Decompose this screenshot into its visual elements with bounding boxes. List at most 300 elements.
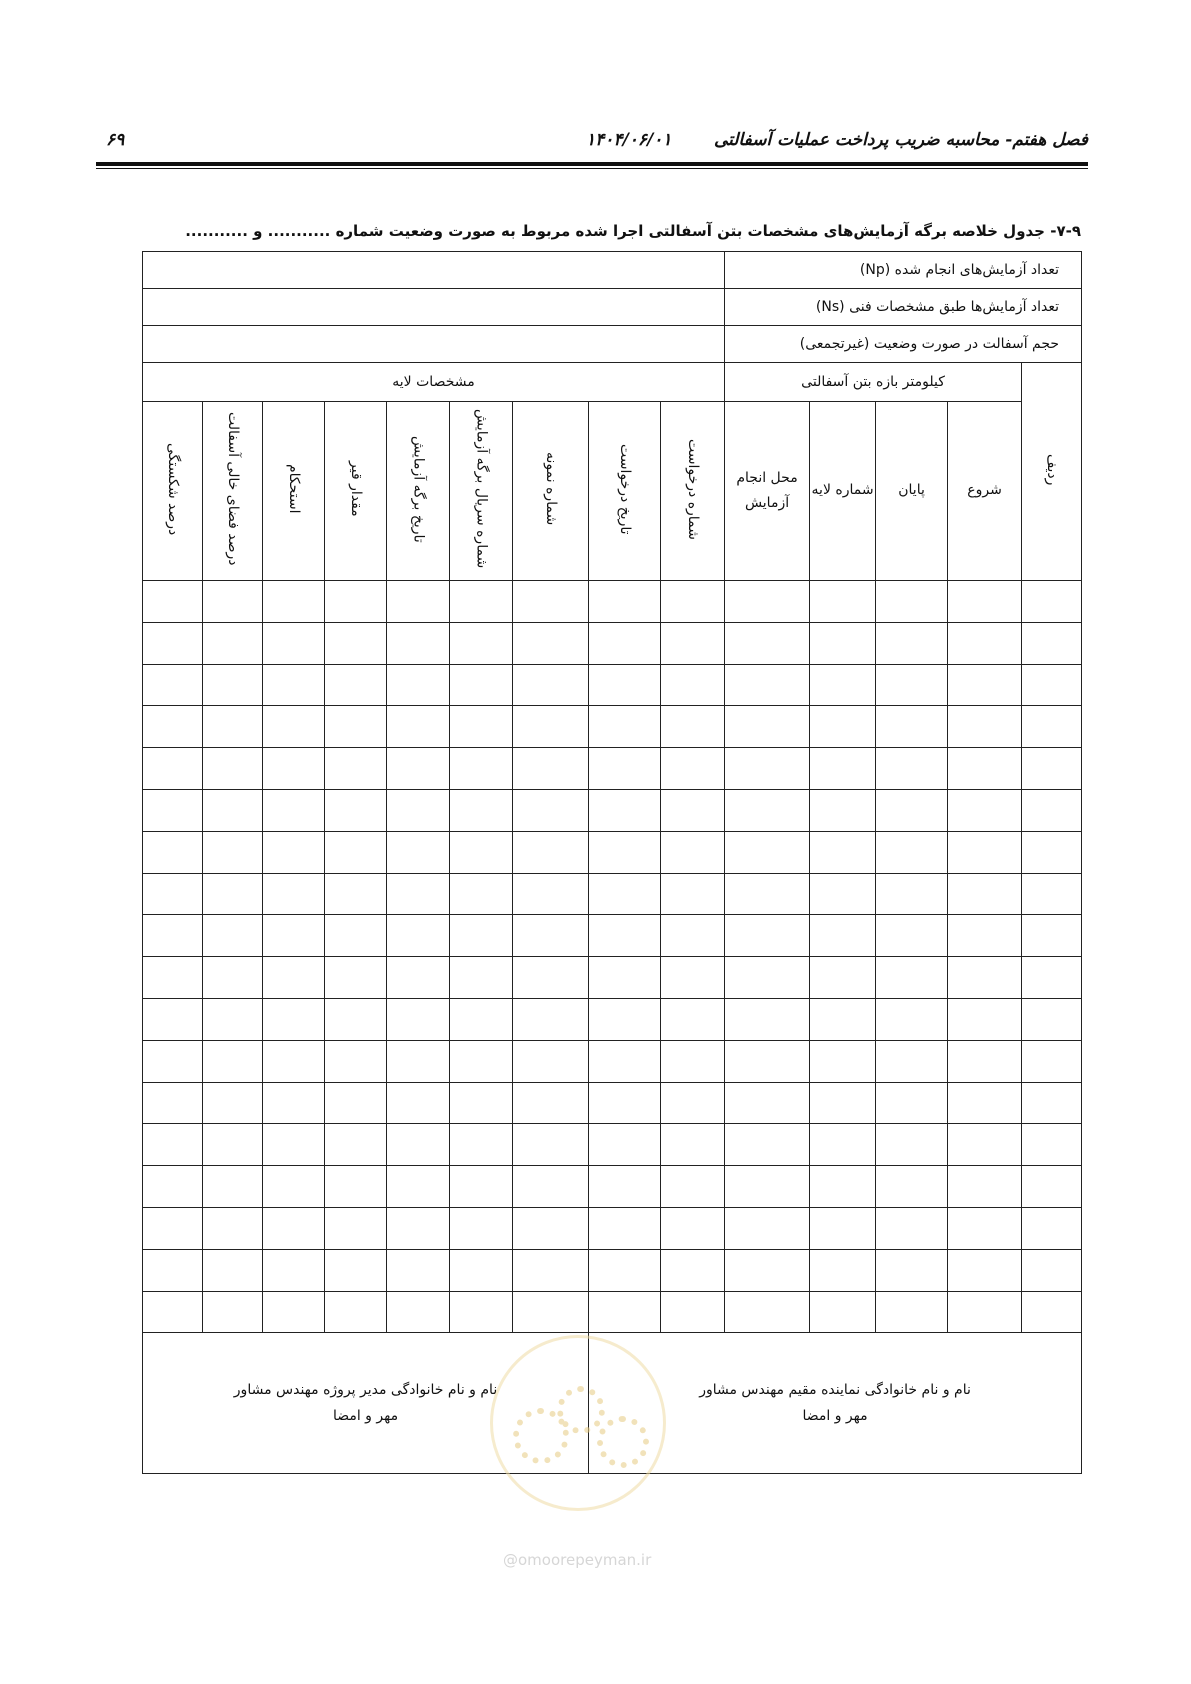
table-cell[interactable] — [948, 789, 1022, 831]
table-cell[interactable] — [450, 1040, 513, 1082]
table-cell[interactable] — [387, 831, 450, 873]
table-cell[interactable] — [263, 873, 325, 915]
table-cell[interactable] — [810, 1249, 876, 1291]
table-cell[interactable] — [263, 789, 325, 831]
table-cell[interactable] — [203, 957, 263, 999]
table-cell[interactable] — [948, 1124, 1022, 1166]
table-cell[interactable] — [450, 706, 513, 748]
table-cell[interactable] — [143, 1249, 203, 1291]
table-cell[interactable] — [263, 1207, 325, 1249]
table-cell[interactable] — [325, 1249, 387, 1291]
table-cell[interactable] — [203, 789, 263, 831]
info-value[interactable] — [143, 289, 725, 326]
watermark-text: @omoorepeyman.ir — [503, 1551, 652, 1569]
table-cell[interactable] — [876, 1124, 948, 1166]
table-cell[interactable] — [589, 998, 661, 1040]
table-cell[interactable] — [661, 1291, 725, 1333]
table-cell[interactable] — [263, 1166, 325, 1208]
table-cell[interactable] — [203, 1249, 263, 1291]
col-layer-no: شماره لایه — [810, 402, 876, 581]
table-cell[interactable] — [203, 706, 263, 748]
info-row — [143, 289, 1082, 326]
table-cell[interactable] — [203, 1040, 263, 1082]
table-cell[interactable] — [1022, 622, 1082, 664]
table-cell[interactable] — [589, 664, 661, 706]
table-cell[interactable] — [203, 1291, 263, 1333]
table-cell[interactable] — [387, 1166, 450, 1208]
table-cell[interactable] — [948, 1291, 1022, 1333]
table-cell[interactable] — [450, 581, 513, 623]
table-cell[interactable] — [325, 581, 387, 623]
table-cell[interactable] — [387, 581, 450, 623]
table-cell[interactable] — [513, 1207, 589, 1249]
table-cell[interactable] — [661, 1166, 725, 1208]
table-cell[interactable] — [450, 748, 513, 790]
table-cell[interactable] — [450, 873, 513, 915]
table-cell[interactable] — [810, 748, 876, 790]
table-cell[interactable] — [143, 998, 203, 1040]
table-cell[interactable] — [203, 998, 263, 1040]
table-cell[interactable] — [589, 1124, 661, 1166]
table-cell[interactable] — [725, 789, 810, 831]
table-cell[interactable] — [810, 831, 876, 873]
table-cell[interactable] — [661, 831, 725, 873]
table-cell[interactable] — [725, 748, 810, 790]
table-cell[interactable] — [876, 1207, 948, 1249]
table-cell[interactable] — [589, 873, 661, 915]
table-cell[interactable] — [876, 664, 948, 706]
table-cell[interactable] — [1022, 664, 1082, 706]
table-cell[interactable] — [143, 831, 203, 873]
table-cell[interactable] — [948, 581, 1022, 623]
table-cell[interactable] — [1022, 1124, 1082, 1166]
table-row — [143, 998, 1082, 1040]
table-cell[interactable] — [387, 998, 450, 1040]
table-cell[interactable] — [387, 873, 450, 915]
table-cell[interactable] — [203, 664, 263, 706]
table-cell[interactable] — [263, 581, 325, 623]
table-cell[interactable] — [876, 1166, 948, 1208]
resident-signature-label: نام و نام خانوادگی نماینده مقیم مهندس مشاور — [699, 1381, 971, 1398]
table-cell[interactable] — [725, 915, 810, 957]
table-cell[interactable] — [263, 748, 325, 790]
table-cell[interactable] — [143, 664, 203, 706]
table-cell[interactable] — [948, 748, 1022, 790]
table-row — [143, 664, 1082, 706]
table-cell[interactable] — [948, 1249, 1022, 1291]
table-cell[interactable] — [325, 789, 387, 831]
table-cell[interactable] — [725, 1166, 810, 1208]
table-cell[interactable] — [387, 915, 450, 957]
info-row — [143, 252, 1082, 289]
table-cell[interactable] — [143, 873, 203, 915]
table-cell[interactable] — [661, 706, 725, 748]
table-cell[interactable] — [725, 1207, 810, 1249]
table-cell[interactable] — [810, 1166, 876, 1208]
col-sample-no: شماره نمونه — [513, 402, 589, 581]
table-row — [143, 706, 1082, 748]
km-group-header: کیلومتر بازه بتن آسفالتی — [725, 363, 1022, 402]
table-row — [143, 1291, 1082, 1333]
table-cell[interactable] — [876, 873, 948, 915]
table-cell[interactable] — [387, 789, 450, 831]
table-cell[interactable] — [450, 998, 513, 1040]
group-header-row — [143, 363, 1082, 402]
table-cell[interactable] — [1022, 957, 1082, 999]
table-cell[interactable] — [661, 1207, 725, 1249]
table-cell[interactable] — [325, 998, 387, 1040]
table-cell[interactable] — [450, 1082, 513, 1124]
table-cell[interactable] — [725, 706, 810, 748]
table-cell[interactable] — [589, 789, 661, 831]
col-test-sheet-serial: شماره سریال برگه آزمایش — [450, 402, 513, 581]
table-row — [143, 1124, 1082, 1166]
table-cell[interactable] — [513, 1166, 589, 1208]
column-header-row — [143, 402, 1082, 581]
table-cell[interactable] — [1022, 1040, 1082, 1082]
table-cell[interactable] — [810, 1124, 876, 1166]
table-cell[interactable] — [876, 1291, 948, 1333]
table-cell[interactable] — [589, 1207, 661, 1249]
table-cell[interactable] — [810, 1082, 876, 1124]
table-cell[interactable] — [589, 831, 661, 873]
table-cell[interactable] — [513, 998, 589, 1040]
table-cell[interactable] — [203, 1124, 263, 1166]
table-cell[interactable] — [387, 622, 450, 664]
table-row — [143, 1040, 1082, 1082]
table-cell[interactable] — [387, 957, 450, 999]
table-cell[interactable] — [325, 1207, 387, 1249]
table-cell[interactable] — [513, 581, 589, 623]
table-cell[interactable] — [661, 998, 725, 1040]
table-cell[interactable] — [143, 957, 203, 999]
table-cell[interactable] — [876, 622, 948, 664]
table-row — [143, 915, 1082, 957]
table-cell[interactable] — [143, 1291, 203, 1333]
table-cell[interactable] — [387, 706, 450, 748]
table-cell[interactable] — [1022, 1207, 1082, 1249]
table-cell[interactable] — [143, 748, 203, 790]
table-cell[interactable] — [661, 915, 725, 957]
table-cell[interactable] — [1022, 1082, 1082, 1124]
table-cell[interactable] — [948, 622, 1022, 664]
table-cell[interactable] — [1022, 831, 1082, 873]
table-cell[interactable] — [725, 831, 810, 873]
table-cell[interactable] — [725, 998, 810, 1040]
table-cell[interactable] — [513, 789, 589, 831]
info-label: تعداد آزمایش‌های انجام شده (Np) — [725, 252, 1082, 289]
table-cell[interactable] — [325, 622, 387, 664]
table-cell[interactable] — [725, 1082, 810, 1124]
col-fracture-percent: درصد شکستگی — [143, 402, 203, 581]
info-value[interactable] — [143, 252, 725, 289]
table-cell[interactable] — [387, 1124, 450, 1166]
table-cell[interactable] — [143, 1166, 203, 1208]
table-cell[interactable] — [948, 915, 1022, 957]
table-cell[interactable] — [203, 1082, 263, 1124]
table-cell[interactable] — [876, 706, 948, 748]
table-cell[interactable] — [513, 1040, 589, 1082]
table-cell[interactable] — [661, 1040, 725, 1082]
table-cell[interactable] — [143, 1082, 203, 1124]
table-cell[interactable] — [513, 915, 589, 957]
table-cell[interactable] — [661, 622, 725, 664]
table-cell[interactable] — [661, 1249, 725, 1291]
table-row — [143, 1166, 1082, 1208]
table-cell[interactable] — [1022, 1249, 1082, 1291]
header-rule-thick — [96, 162, 1088, 166]
table-cell[interactable] — [589, 706, 661, 748]
table-cell[interactable] — [263, 664, 325, 706]
table-cell[interactable] — [450, 1249, 513, 1291]
table-cell[interactable] — [325, 664, 387, 706]
table-cell[interactable] — [450, 831, 513, 873]
table-cell[interactable] — [450, 1207, 513, 1249]
table-cell[interactable] — [876, 748, 948, 790]
table-cell[interactable] — [725, 873, 810, 915]
table-cell[interactable] — [589, 915, 661, 957]
table-cell[interactable] — [325, 831, 387, 873]
table-cell[interactable] — [661, 1124, 725, 1166]
table-cell[interactable] — [143, 581, 203, 623]
col-request-no: شماره درخواست — [661, 402, 725, 581]
table-cell[interactable] — [810, 622, 876, 664]
table-cell[interactable] — [1022, 1291, 1082, 1333]
table-cell[interactable] — [263, 1040, 325, 1082]
manager-signature-box[interactable] — [143, 1333, 589, 1474]
table-cell[interactable] — [387, 1249, 450, 1291]
table-cell[interactable] — [589, 1082, 661, 1124]
table-cell[interactable] — [387, 1291, 450, 1333]
table-cell[interactable] — [143, 1124, 203, 1166]
table-cell[interactable] — [589, 1291, 661, 1333]
table-cell[interactable] — [876, 581, 948, 623]
table-cell[interactable] — [1022, 1166, 1082, 1208]
info-value[interactable] — [143, 326, 725, 363]
table-cell[interactable] — [387, 1040, 450, 1082]
table-cell[interactable] — [1022, 873, 1082, 915]
resident-signature-box[interactable] — [589, 1333, 1082, 1474]
table-cell[interactable] — [450, 1166, 513, 1208]
table-cell[interactable] — [1022, 998, 1082, 1040]
table-cell[interactable] — [203, 1166, 263, 1208]
table-cell[interactable] — [263, 1249, 325, 1291]
table-cell[interactable] — [450, 1124, 513, 1166]
table-cell[interactable] — [325, 915, 387, 957]
table-cell[interactable] — [263, 1082, 325, 1124]
layer-spec-group-header: مشخصات لایه — [143, 363, 725, 402]
page-number: ۶۹ — [106, 130, 125, 150]
table-cell[interactable] — [725, 1291, 810, 1333]
table-cell[interactable] — [725, 622, 810, 664]
table-cell[interactable] — [725, 957, 810, 999]
table-cell[interactable] — [661, 664, 725, 706]
table-cell[interactable] — [661, 957, 725, 999]
table-cell[interactable] — [876, 789, 948, 831]
table-cell[interactable] — [948, 664, 1022, 706]
test-summary-table — [142, 251, 1082, 1474]
table-cell[interactable] — [450, 915, 513, 957]
table-cell[interactable] — [948, 1082, 1022, 1124]
table-caption: ۷-۹- جدول خلاصه برگه آزمایش‌های مشخصات بتن آسفالتی اجرا شده مربوط به صورت وضعیت شماره ........... و ........... — [185, 222, 1081, 240]
info-row — [143, 326, 1082, 363]
table-cell[interactable] — [203, 831, 263, 873]
table-cell[interactable] — [450, 1291, 513, 1333]
table-cell[interactable] — [876, 1040, 948, 1082]
table-cell[interactable] — [325, 1291, 387, 1333]
table-cell[interactable] — [325, 706, 387, 748]
table-cell[interactable] — [810, 706, 876, 748]
manager-seal-label: مهر و امضا — [332, 1408, 399, 1425]
table-cell[interactable] — [661, 789, 725, 831]
table-cell[interactable] — [661, 748, 725, 790]
table-row — [143, 873, 1082, 915]
table-cell[interactable] — [589, 1040, 661, 1082]
table-cell[interactable] — [810, 873, 876, 915]
table-cell[interactable] — [513, 873, 589, 915]
table-cell[interactable] — [876, 1249, 948, 1291]
table-cell[interactable] — [810, 1040, 876, 1082]
table-cell[interactable] — [387, 1207, 450, 1249]
table-cell[interactable] — [387, 1082, 450, 1124]
table-cell[interactable] — [948, 706, 1022, 748]
col-start: شروع — [948, 402, 1022, 581]
table-cell[interactable] — [325, 1040, 387, 1082]
table-cell[interactable] — [589, 1249, 661, 1291]
table-cell[interactable] — [325, 873, 387, 915]
table-cell[interactable] — [513, 664, 589, 706]
table-cell[interactable] — [325, 1124, 387, 1166]
table-cell[interactable] — [325, 1082, 387, 1124]
table-cell[interactable] — [948, 1166, 1022, 1208]
table-cell[interactable] — [1022, 748, 1082, 790]
col-test-location: محل انجام آزمایش — [725, 402, 810, 581]
col-air-voids: درصد فضای خالی آسفالت — [203, 402, 263, 581]
table-row — [143, 1249, 1082, 1291]
col-strength: استحکام — [263, 402, 325, 581]
table-cell[interactable] — [810, 998, 876, 1040]
table-cell[interactable] — [263, 706, 325, 748]
table-cell[interactable] — [513, 622, 589, 664]
table-cell[interactable] — [513, 1124, 589, 1166]
table-cell[interactable] — [1022, 581, 1082, 623]
table-cell[interactable] — [948, 873, 1022, 915]
table-cell[interactable] — [263, 622, 325, 664]
table-cell[interactable] — [325, 957, 387, 999]
table-row — [143, 1082, 1082, 1124]
page-header — [96, 128, 1088, 154]
table-cell[interactable] — [725, 664, 810, 706]
table-cell[interactable] — [1022, 789, 1082, 831]
table-cell[interactable] — [810, 789, 876, 831]
table-cell[interactable] — [450, 622, 513, 664]
col-test-sheet-date: تاریخ برگه آزمایش — [387, 402, 450, 581]
table-cell[interactable] — [876, 957, 948, 999]
table-cell[interactable] — [948, 957, 1022, 999]
table-cell[interactable] — [876, 1082, 948, 1124]
table-cell[interactable] — [810, 957, 876, 999]
table-cell[interactable] — [810, 664, 876, 706]
table-cell[interactable] — [325, 1166, 387, 1208]
table-cell[interactable] — [725, 1249, 810, 1291]
table-cell[interactable] — [513, 957, 589, 999]
table-cell[interactable] — [450, 789, 513, 831]
table-cell[interactable] — [810, 581, 876, 623]
table-cell[interactable] — [725, 581, 810, 623]
table-cell[interactable] — [203, 1207, 263, 1249]
table-cell[interactable] — [948, 998, 1022, 1040]
table-cell[interactable] — [725, 1040, 810, 1082]
table-cell[interactable] — [513, 706, 589, 748]
table-cell[interactable] — [1022, 915, 1082, 957]
table-cell[interactable] — [263, 998, 325, 1040]
table-cell[interactable] — [203, 622, 263, 664]
table-row — [143, 748, 1082, 790]
table-cell[interactable] — [143, 915, 203, 957]
table-cell[interactable] — [203, 581, 263, 623]
table-cell[interactable] — [948, 1040, 1022, 1082]
table-cell[interactable] — [948, 1207, 1022, 1249]
signature-row — [143, 1333, 1082, 1474]
table-cell[interactable] — [450, 957, 513, 999]
table-cell[interactable] — [143, 1207, 203, 1249]
table-row — [143, 957, 1082, 999]
table-cell[interactable] — [325, 748, 387, 790]
table-cell[interactable] — [810, 1207, 876, 1249]
table-cell[interactable] — [810, 1291, 876, 1333]
table-cell[interactable] — [203, 915, 263, 957]
table-cell[interactable] — [143, 789, 203, 831]
table-cell[interactable] — [263, 1124, 325, 1166]
table-cell[interactable] — [143, 706, 203, 748]
table-cell[interactable] — [661, 1082, 725, 1124]
table-cell[interactable] — [876, 998, 948, 1040]
table-cell[interactable] — [263, 831, 325, 873]
table-cell[interactable] — [203, 873, 263, 915]
table-cell[interactable] — [513, 748, 589, 790]
resident-seal-label: مهر و امضا — [802, 1408, 868, 1425]
info-label: تعداد آزمایش‌ها طبق مشخصات فنی (Ns) — [725, 289, 1082, 326]
table-cell[interactable] — [1022, 706, 1082, 748]
table-cell[interactable] — [589, 1166, 661, 1208]
table-cell[interactable] — [387, 748, 450, 790]
table-cell[interactable] — [143, 1040, 203, 1082]
table-cell[interactable] — [513, 1082, 589, 1124]
table-cell[interactable] — [263, 915, 325, 957]
table-cell[interactable] — [948, 831, 1022, 873]
header-rule-thin — [96, 168, 1088, 169]
table-cell[interactable] — [876, 915, 948, 957]
table-cell[interactable] — [810, 915, 876, 957]
table-cell[interactable] — [589, 748, 661, 790]
table-cell[interactable] — [263, 957, 325, 999]
table-cell[interactable] — [661, 581, 725, 623]
table-cell[interactable] — [387, 664, 450, 706]
table-cell[interactable] — [661, 873, 725, 915]
table-cell[interactable] — [143, 622, 203, 664]
table-cell[interactable] — [203, 748, 263, 790]
table-cell[interactable] — [589, 581, 661, 623]
table-cell[interactable] — [725, 1124, 810, 1166]
table-cell[interactable] — [589, 957, 661, 999]
table-cell[interactable] — [513, 1249, 589, 1291]
table-cell[interactable] — [513, 831, 589, 873]
table-cell[interactable] — [589, 622, 661, 664]
table-cell[interactable] — [876, 831, 948, 873]
table-cell[interactable] — [450, 664, 513, 706]
table-cell[interactable] — [263, 1291, 325, 1333]
table-cell[interactable] — [513, 1291, 589, 1333]
